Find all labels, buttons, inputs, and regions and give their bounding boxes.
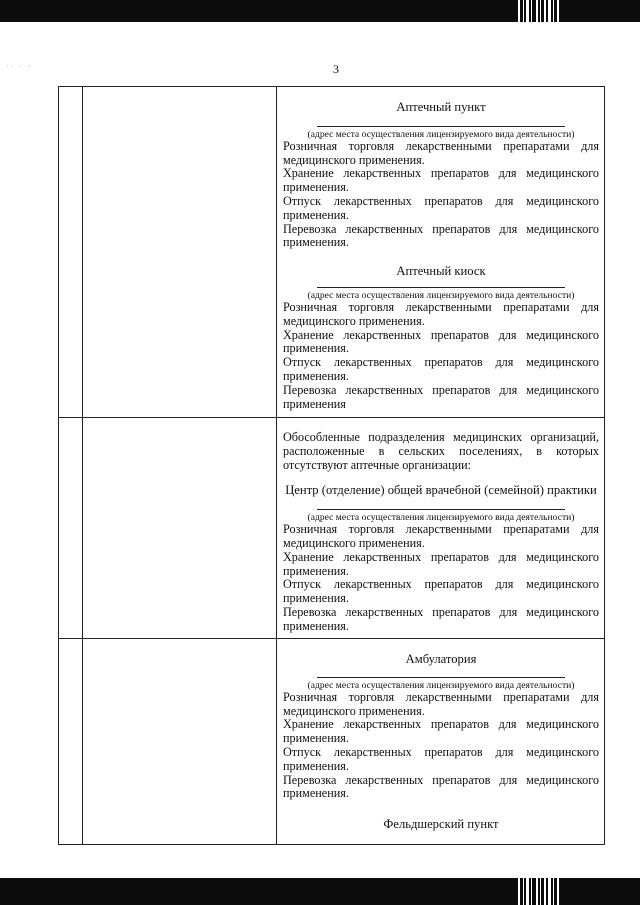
- scan-top-bar: [0, 0, 640, 22]
- facility-title: Фельдшерский пункт: [383, 817, 499, 832]
- row-activity-cell: [277, 418, 605, 639]
- row-number-cell: [59, 639, 83, 845]
- section-intro: Обособленные подразделения медицинских организаций, расположенные в сельских поселениях, в которых отсутствуют аптечные организации:: [283, 430, 599, 472]
- activity-item: Хранение лекарственных препаратов для медицинского применения.: [283, 166, 599, 195]
- row-activity-cell: [277, 639, 605, 845]
- facility-title: Аптечный пункт: [396, 100, 486, 114]
- row-number-cell: [59, 87, 83, 418]
- table-row: [59, 87, 605, 418]
- table-row: [59, 639, 605, 845]
- address-line: [317, 677, 565, 678]
- scan-bottom-bar: [0, 878, 640, 905]
- address-label: (адрес места осуществления лицензируемого вида деятельности): [307, 679, 575, 691]
- address-line: [317, 126, 565, 127]
- address-line: [317, 509, 565, 510]
- row-address-cell: [83, 87, 277, 418]
- activity-item: Отпуск лекарственных препаратов для медицинского применения.: [283, 744, 599, 773]
- activity-item: Розничная торговля лекарственными препаратами для медицинского применения.: [283, 689, 599, 718]
- activity-item: Отпуск лекарственных препаратов для медицинского применения.: [283, 193, 599, 222]
- page-number: 3: [333, 62, 339, 76]
- activity-item: Хранение лекарственных препаратов для медицинского применения.: [283, 717, 599, 746]
- facility-title: Аптечный киоск: [396, 264, 486, 279]
- activity-item: Перевозка лекарственных препаратов для медицинского применения.: [283, 604, 599, 633]
- license-table: [58, 86, 605, 845]
- address-line: [317, 287, 565, 288]
- activity-item: Розничная торговля лекарственными препаратами для медицинского применения.: [283, 522, 599, 550]
- activity-item: Перевозка лекарственных препаратов для медицинского применения: [283, 382, 599, 411]
- row-activity-cell: [277, 87, 605, 418]
- table-row: [59, 418, 605, 639]
- facility-title: Амбулатория: [405, 652, 477, 666]
- activity-item: Розничная торговля лекарственными препаратами для медицинского применения.: [283, 299, 599, 328]
- activity-item: Перевозка лекарственных препаратов для медицинского применения.: [283, 772, 599, 801]
- barcode-bottom: [518, 878, 559, 905]
- address-label: (адрес места осуществления лицензируемого вида деятельности): [307, 128, 575, 140]
- activity-item: Перевозка лекарственных препаратов для медицинского применения.: [283, 221, 599, 250]
- activity-item: Хранение лекарственных препаратов для медицинского применения.: [283, 549, 599, 578]
- activity-item: Отпуск лекарственных препаратов для медицинского применения.: [283, 355, 599, 383]
- row-address-cell: [83, 639, 277, 845]
- barcode-top: [518, 0, 559, 22]
- row-number-cell: [59, 418, 83, 639]
- scan-noise: ·· · ·: [6, 62, 33, 71]
- row-address-cell: [83, 418, 277, 639]
- activity-item: Хранение лекарственных препаратов для медицинского применения.: [283, 327, 599, 356]
- facility-title: Центр (отделение) общей врачебной (семейной) практики: [285, 483, 597, 498]
- activity-item: Отпуск лекарственных препаратов для медицинского применения.: [283, 577, 599, 606]
- activity-item: Розничная торговля лекарственными препаратами для медицинского применения.: [283, 138, 599, 167]
- address-label: (адрес места осуществления лицензируемого вида деятельности): [307, 512, 575, 524]
- address-label: (адрес места осуществления лицензируемого вида деятельности): [307, 289, 575, 301]
